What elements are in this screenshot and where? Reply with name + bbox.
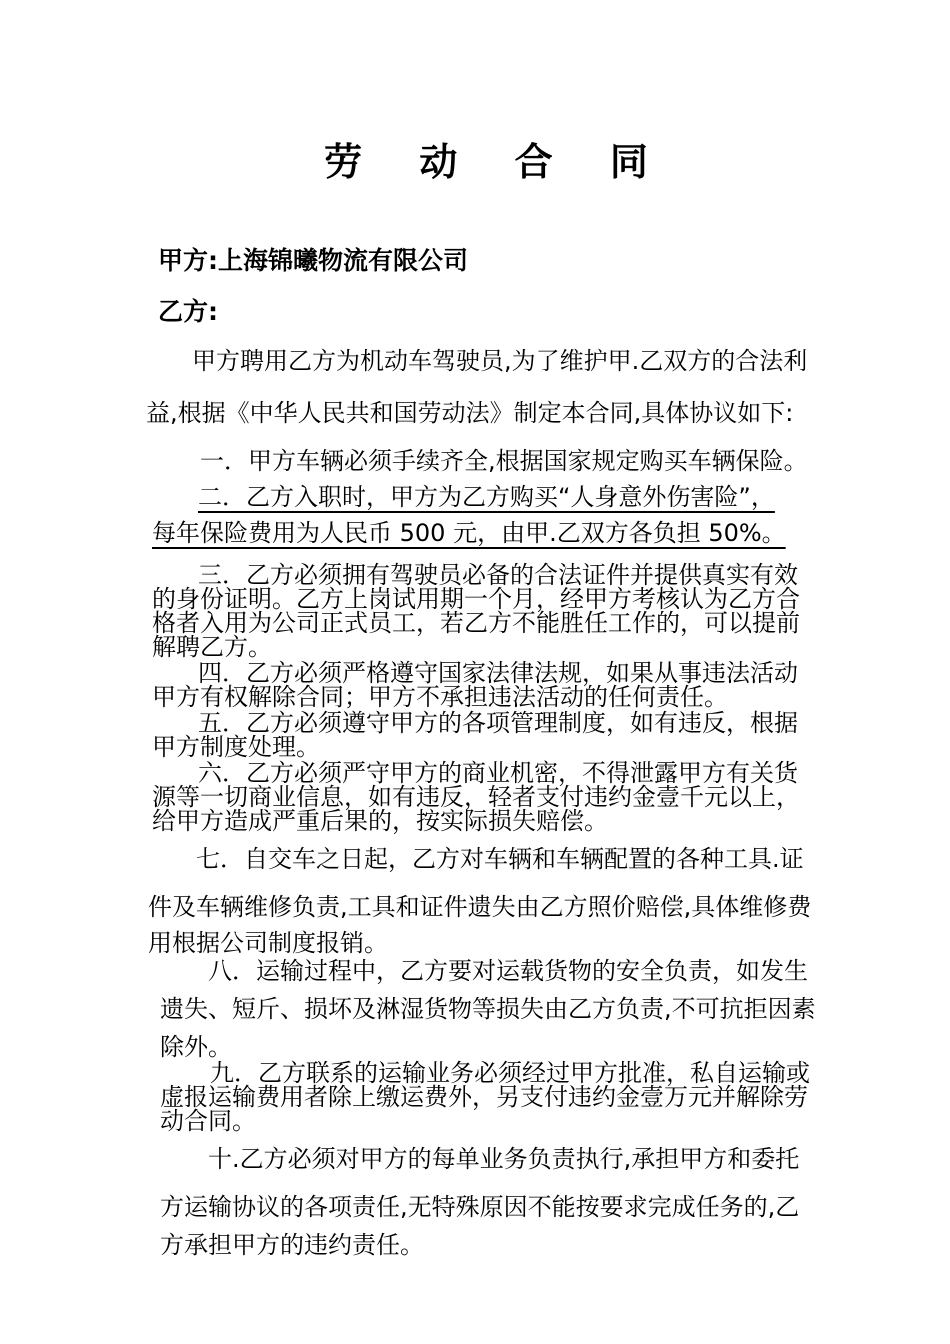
- clause-7-line: 用根据公司制度报销。: [148, 929, 388, 957]
- clause-9-line: 动合同。: [160, 1107, 256, 1135]
- clause-3-line: 三．乙方必须拥有驾驶员必备的合法证件并提供真实有效: [198, 561, 798, 589]
- clause-3-line: 解聘乙方。: [152, 633, 272, 661]
- clause-2-line: 每年保险费用为人民币 500 元，由甲.乙双方各负担 50%。: [152, 519, 786, 547]
- clause-10-line: 方运输协议的各项责任,无特殊原因不能按要求完成任务的,乙: [160, 1193, 800, 1221]
- clause-3-line: 的身份证明。乙方上岗试用期一个月，经甲方考核认为乙方合: [152, 585, 800, 613]
- clause-3-line: 格者入用为公司正式员工，若乙方不能胜任工作的，可以提前: [152, 609, 800, 637]
- clause-5-line: 五．乙方必须遵守甲方的各项管理制度，如有违反，根据: [198, 709, 798, 737]
- clause-10-line: 方承担甲方的违约责任。: [160, 1231, 424, 1259]
- clause-6-line: 源等一切商业信息，如有违反，轻者支付违约金壹千元以上，: [152, 783, 800, 811]
- clause-2-line: 二．乙方入职时，甲方为乙方购买“人身意外伤害险”，: [198, 483, 775, 511]
- document-title: 劳 动 合 同: [324, 140, 670, 184]
- clause-4-line: 四．乙方必须严格遵守国家法律法规，如果从事违法活动: [198, 659, 798, 687]
- party-a-line: 甲方:上海锦曦物流有限公司: [158, 246, 468, 275]
- clause-5-line: 甲方制度处理。: [152, 733, 320, 761]
- clause-4-line: 甲方有权解除合同；甲方不承担违法活动的任何责任。: [152, 683, 728, 711]
- clause-7-line: 七．自交车之日起，乙方对车辆和车辆配置的各种工具.证: [196, 845, 804, 873]
- clause-6-line: 给甲方造成严重后果的，按实际损失赔偿。: [152, 807, 608, 835]
- clause-1-line: 一．甲方车辆必须手续齐全,根据国家规定购买车辆保险。: [200, 447, 808, 475]
- party-b-line: 乙方:: [158, 297, 218, 326]
- clause-10-line: 十.乙方必须对甲方的每单业务负责执行,承担甲方和委托: [208, 1145, 800, 1173]
- clause-9-line: 九．乙方联系的运输业务必须经过甲方批准，私自运输或: [210, 1059, 810, 1087]
- clause-7-line: 件及车辆维修负责,工具和证件遗失由乙方照价赔偿,具体维修费: [148, 893, 812, 921]
- clause-9-line: 虚报运输费用者除上缴运费外，另支付违约金壹万元并解除劳: [160, 1083, 808, 1111]
- intro-line: 甲方聘用乙方为机动车驾驶员,为了维护甲.乙双方的合法利: [192, 347, 808, 375]
- clause-8-line: 遗失、短斤、损坏及淋湿货物等损失由乙方负责,不可抗拒因素: [160, 995, 816, 1023]
- clause-8-line: 八．运输过程中，乙方要对运载货物的安全负责，如发生: [208, 957, 808, 985]
- intro-line: 益,根据《中华人民共和国劳动法》制定本合同,具体协议如下:: [146, 399, 794, 427]
- clause-8-line: 除外。: [160, 1033, 232, 1061]
- clause-6-line: 六．乙方必须严守甲方的商业机密，不得泄露甲方有关货: [198, 759, 798, 787]
